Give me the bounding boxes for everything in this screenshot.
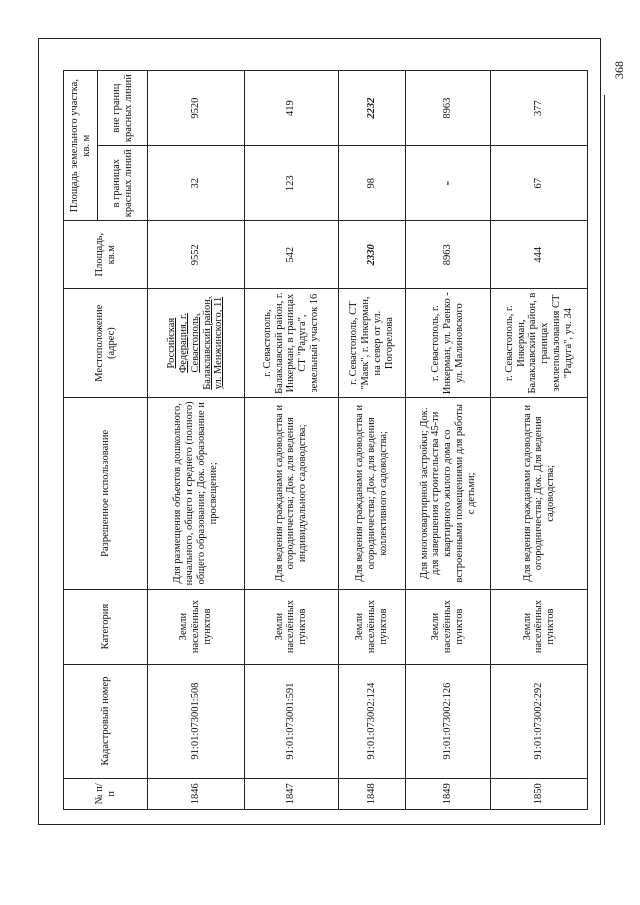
row-inside: 98 bbox=[339, 146, 406, 221]
row-area: 444 bbox=[491, 221, 588, 289]
row-permitted-use: Для ведения гражданами садоводства и огородничества; Док. для ведения индивидуального садоводства; bbox=[244, 398, 338, 589]
row-inside: 67 bbox=[491, 146, 588, 221]
row-category: Земли населённых пунктов bbox=[244, 589, 338, 664]
row-num: 1848 bbox=[339, 778, 406, 809]
row-location: г. Севастополь, Балаклавский район, г. Инкерман, в границах СТ "Радуга", земельный участок 16 bbox=[244, 289, 338, 398]
row-category: Земли населённых пунктов bbox=[339, 589, 406, 664]
row-location: г. Севастополь, г. Инкерман, ул. Раенко - ул. Малиновского bbox=[405, 289, 491, 398]
row-category: Земли населённых пунктов bbox=[148, 589, 245, 664]
header-area: Площадь, кв.м bbox=[64, 221, 148, 289]
header-num: № п/п bbox=[64, 778, 148, 809]
header-outside-red-lines: вне границ красных линий bbox=[98, 71, 148, 146]
row-cadastral-number: 91:01:073001:591 bbox=[244, 664, 338, 778]
margin-line bbox=[604, 95, 605, 825]
row-cadastral-number: 91:01:073002:292 bbox=[491, 664, 588, 778]
row-area: 542 bbox=[244, 221, 338, 289]
table-row bbox=[491, 71, 588, 810]
rotated-table-container bbox=[63, 70, 588, 810]
header-location: Местоположение (адрес) bbox=[64, 289, 148, 398]
row-category: Земли населённых пунктов bbox=[405, 589, 491, 664]
row-area: 9552 bbox=[148, 221, 245, 289]
table-row bbox=[148, 71, 245, 810]
row-permitted-use: Для ведения гражданами садоводства и огородничества; Док. Для ведения садоводства; bbox=[491, 398, 588, 589]
row-location: г. Севастополь, г. Инкерман, Балаклавский район, в границах землепользования СТ "Радуга", уч. 34 bbox=[491, 289, 588, 398]
row-outside: 2232 bbox=[339, 71, 406, 146]
table-row bbox=[244, 71, 338, 810]
row-inside: 32 bbox=[148, 146, 245, 221]
row-permitted-use: Для размещения объектов дошкольного, начального, общего и среднего (полного) общего образования; Док. образование и просвещение; bbox=[148, 398, 245, 589]
row-category: Земли населённых пунктов bbox=[491, 589, 588, 664]
row-num: 1850 bbox=[491, 778, 588, 809]
table-row bbox=[405, 71, 491, 810]
row-area: 8963 bbox=[405, 221, 491, 289]
row-permitted-use: Для ведения гражданами садоводства и огородничества; Док. для ведения коллективного садоводства; bbox=[339, 398, 406, 589]
page-number: 368 bbox=[611, 61, 626, 79]
row-outside: 9520 bbox=[148, 71, 245, 146]
row-num: 1849 bbox=[405, 778, 491, 809]
row-outside: 419 bbox=[244, 71, 338, 146]
header-land-area: Площадь земельного участка, кв. м bbox=[64, 71, 98, 221]
row-inside: - bbox=[405, 146, 491, 221]
row-outside: 377 bbox=[491, 71, 588, 146]
land-plots-table bbox=[63, 70, 588, 810]
row-cadastral-number: 91:01:073002:124 bbox=[339, 664, 406, 778]
row-inside: 123 bbox=[244, 146, 338, 221]
row-location: Российская Федерация, г. Севастополь, Балаклавский район, ул. Менжинского, 11 bbox=[148, 289, 245, 398]
header-permitted-use: Разрешенное использование bbox=[64, 398, 148, 589]
row-outside: 8963 bbox=[405, 71, 491, 146]
row-num: 1847 bbox=[244, 778, 338, 809]
table-row bbox=[339, 71, 406, 810]
row-cadastral-number: 91:01:073001:508 bbox=[148, 664, 245, 778]
row-permitted-use: Для многоквартирной застройки; Док. для завершения строительства 45-ти квартирного жилого дома со встроенными помещениями для работы с детьми; bbox=[405, 398, 491, 589]
row-area: 2330 bbox=[339, 221, 406, 289]
row-num: 1846 bbox=[148, 778, 245, 809]
row-cadastral-number: 91:01:073002:126 bbox=[405, 664, 491, 778]
header-cadastral-number: Кадастровый номер bbox=[64, 664, 148, 778]
header-category: Категория bbox=[64, 589, 148, 664]
row-location: г. Севастополь, СТ "Маяк", г. Инкерман, на север от ул. Погорелова bbox=[339, 289, 406, 398]
header-inside-red-lines: в границах красных линий bbox=[98, 146, 148, 221]
